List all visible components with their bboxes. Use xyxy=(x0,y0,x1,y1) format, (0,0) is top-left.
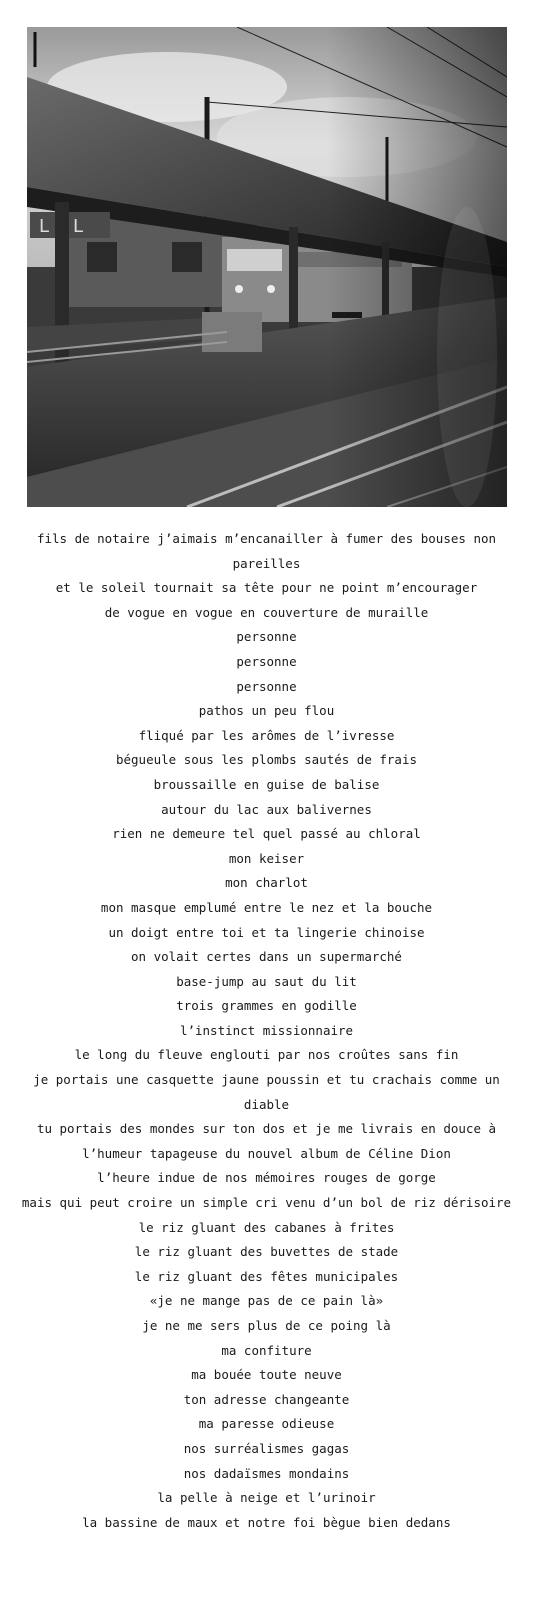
poem-line: un doigt entre toi et ta lingerie chinoise xyxy=(108,924,425,940)
poem-line: personne xyxy=(236,629,297,645)
poem-line: ton adresse changeante xyxy=(183,1391,350,1407)
poem-line: rien ne demeure tel quel passé au chloral xyxy=(112,826,421,842)
poem-line: l’instinct missionnaire xyxy=(179,1022,354,1038)
poem-line: le riz gluant des cabanes à frites xyxy=(138,1219,395,1235)
poem-line: pathos un peu flou xyxy=(198,703,335,719)
train-station-photo xyxy=(27,27,507,507)
poem-line: le long du fleuve englouti par nos croûtes sans fin xyxy=(74,1047,459,1063)
poem-line: fliqué par les arômes de l’ivresse xyxy=(138,727,395,743)
poem-line: ma confiture xyxy=(221,1342,312,1358)
train-station-photo-icon xyxy=(27,27,507,507)
poem-line: ma paresse odieuse xyxy=(198,1416,335,1432)
poem-line: la bassine de maux et notre foi bègue bien dedans xyxy=(82,1514,451,1530)
poem-line: l’heure indue de nos mémoires rouges de gorge xyxy=(97,1170,436,1186)
poem-line: bégueule sous les plombs sautés de frais xyxy=(115,752,418,768)
sign-letter: L xyxy=(73,216,84,237)
poem-line: trois grammes en godille xyxy=(176,998,357,1014)
poem-line: base-jump au saut du lit xyxy=(176,973,357,989)
sign-letter: L xyxy=(39,216,50,237)
poem-line: nos dadaïsmes mondains xyxy=(183,1465,350,1481)
poem-line: «je ne mange pas de ce pain là» xyxy=(149,1293,384,1309)
poem-line: la pelle à neige et l’urinoir xyxy=(157,1490,376,1506)
poem-line: personne xyxy=(236,653,297,669)
poem-line: on volait certes dans un supermarché xyxy=(131,949,402,965)
poem-line: de vogue en vogue en couverture de muraille xyxy=(104,604,429,620)
poem-line: broussaille en guise de balise xyxy=(153,776,380,792)
poem-line: le riz gluant des buvettes de stade xyxy=(134,1244,399,1260)
poem-line: mon keiser xyxy=(228,850,305,866)
poem-line: autour du lac aux balivernes xyxy=(161,801,372,817)
poem xyxy=(20,527,513,1535)
poem-line: je portais une casquette jaune poussin et tu crachais comme un diable xyxy=(33,1072,500,1112)
poem-line: mon charlot xyxy=(225,875,308,891)
poem-line: le riz gluant des fêtes municipales xyxy=(134,1268,399,1284)
poem-line: mon masque emplumé entre le nez et la bouche xyxy=(100,899,433,915)
poem-line: personne xyxy=(236,678,297,694)
poem-line: ma bouée toute neuve xyxy=(191,1367,342,1383)
poem-line: et le soleil tournait sa tête pour ne point m’encourager xyxy=(55,580,478,596)
poem-line: tu portais des mondes sur ton dos et je me livrais en douce à l’humeur tapageuse du nouvel album de Céline Dion xyxy=(36,1121,497,1161)
poem-line: nos surréalismes gagas xyxy=(183,1440,350,1456)
poem-line: fils de notaire j’aimais m’encanailler à fumer des bouses non pareilles xyxy=(36,531,497,571)
poem-line: mais qui peut croire un simple cri venu d’un bol de riz dérisoire xyxy=(21,1195,512,1211)
poem-line: je ne me sers plus de ce poing là xyxy=(142,1318,391,1333)
